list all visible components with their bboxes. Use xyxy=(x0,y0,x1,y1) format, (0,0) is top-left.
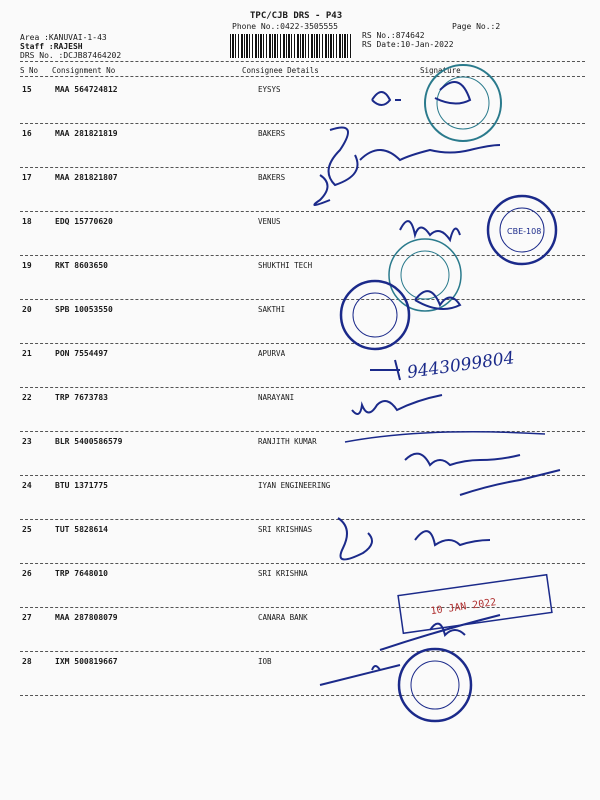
row-consignment-number: IXM 500819667 xyxy=(55,657,118,666)
row-sno: 27 xyxy=(22,613,32,622)
row-consignment-number: MAA 287808079 xyxy=(55,613,118,622)
row-consignee: CANARA BANK xyxy=(258,613,308,622)
page-number: Page No.:2 xyxy=(452,22,501,31)
row-divider xyxy=(20,299,585,300)
row-consignment-number: BLR 5400586579 xyxy=(55,437,123,446)
row-divider xyxy=(20,343,585,344)
row-consignment-number: TUT 5828614 xyxy=(55,525,108,534)
row-sno: 16 xyxy=(22,129,32,138)
row-consignment-number: SPB 10053550 xyxy=(55,305,113,314)
table-row xyxy=(0,129,600,173)
column-header-consignment: Consignment No xyxy=(52,66,116,75)
row-sno: 17 xyxy=(22,173,32,182)
row-consignee: SRI KRISHNAS xyxy=(258,525,313,534)
table-row xyxy=(0,217,600,261)
row-sno: 24 xyxy=(22,481,32,490)
rs-date: RS Date:10-Jan-2022 xyxy=(362,40,454,49)
row-consignee: RANJITH KUMAR xyxy=(258,437,317,446)
area-label: Area :KANUVAI-1-43 xyxy=(20,33,107,42)
row-sno: 22 xyxy=(22,393,32,402)
row-divider xyxy=(20,695,585,696)
row-divider xyxy=(20,123,585,124)
drs-number: DRS No. :DCJB87464202 xyxy=(20,51,122,60)
table-row xyxy=(0,657,600,701)
row-consignment-number: RKT 8603650 xyxy=(55,261,108,270)
row-consignment-number: PON 7554497 xyxy=(55,349,108,358)
row-sno: 21 xyxy=(22,349,32,358)
row-divider xyxy=(20,519,585,520)
row-divider xyxy=(20,651,585,652)
row-consignment-number: MAA 564724812 xyxy=(55,85,118,94)
staff-label: Staff :RAJESH xyxy=(20,42,83,51)
row-consignee: IYAN ENGINEERING xyxy=(258,481,331,490)
row-consignment-number: TRP 7673783 xyxy=(55,393,108,402)
table-row xyxy=(0,437,600,481)
row-sno: 28 xyxy=(22,657,32,666)
table-row xyxy=(0,173,600,217)
row-consignee: SAKTHI xyxy=(258,305,286,314)
row-consignee: BAKERS xyxy=(258,129,286,138)
row-divider xyxy=(20,607,585,608)
column-header-sno: S No xyxy=(20,66,39,75)
row-consignment-number: EDQ 15770620 xyxy=(55,217,113,226)
column-header-consignee: Consignee Details xyxy=(242,66,319,75)
row-divider xyxy=(20,387,585,388)
row-sno: 18 xyxy=(22,217,32,226)
table-row xyxy=(0,569,600,613)
table-row xyxy=(0,85,600,129)
row-consignee: SHUKTHI TECH xyxy=(258,261,313,270)
row-sno: 25 xyxy=(22,525,32,534)
row-consignee: IOB xyxy=(258,657,272,666)
row-divider xyxy=(20,255,585,256)
table-row xyxy=(0,305,600,349)
table-row xyxy=(0,393,600,437)
row-consignee: APURVA xyxy=(258,349,286,358)
row-consignee: NARAYANI xyxy=(258,393,295,402)
column-header-signature: Signature xyxy=(420,66,461,75)
table-row xyxy=(0,613,600,657)
row-consignee: VENUS xyxy=(258,217,281,226)
row-sno: 26 xyxy=(22,569,32,578)
row-consignee: SRI KRISHNA xyxy=(258,569,308,578)
table-row xyxy=(0,481,600,525)
row-sno: 15 xyxy=(22,85,32,94)
table-row xyxy=(0,349,600,393)
row-divider xyxy=(20,211,585,212)
row-divider xyxy=(20,167,585,168)
row-divider xyxy=(20,475,585,476)
row-consignment-number: TRP 7648010 xyxy=(55,569,108,578)
row-consignment-number: MAA 281821807 xyxy=(55,173,118,182)
row-consignment-number: BTU 1371775 xyxy=(55,481,108,490)
table-row xyxy=(0,261,600,305)
table-row xyxy=(0,525,600,569)
sheet-title: TPC/CJB DRS - P43 xyxy=(250,11,343,21)
row-divider xyxy=(20,563,585,564)
row-sno: 20 xyxy=(22,305,32,314)
phone-number: Phone No.:0422-3505555 xyxy=(232,22,338,31)
row-divider xyxy=(20,431,585,432)
row-consignee: EYSYS xyxy=(258,85,281,94)
row-sno: 23 xyxy=(22,437,32,446)
row-consignment-number: MAA 281821819 xyxy=(55,129,118,138)
row-consignee: BAKERS xyxy=(258,173,286,182)
stamp-code: CBE-108 xyxy=(507,227,542,236)
rs-number: RS No.:874642 xyxy=(362,31,425,40)
stamp-date: 10 JAN 2022 xyxy=(429,597,498,618)
row-sno: 19 xyxy=(22,261,32,270)
handwritten-phone-number: 9443099804 xyxy=(405,348,516,383)
